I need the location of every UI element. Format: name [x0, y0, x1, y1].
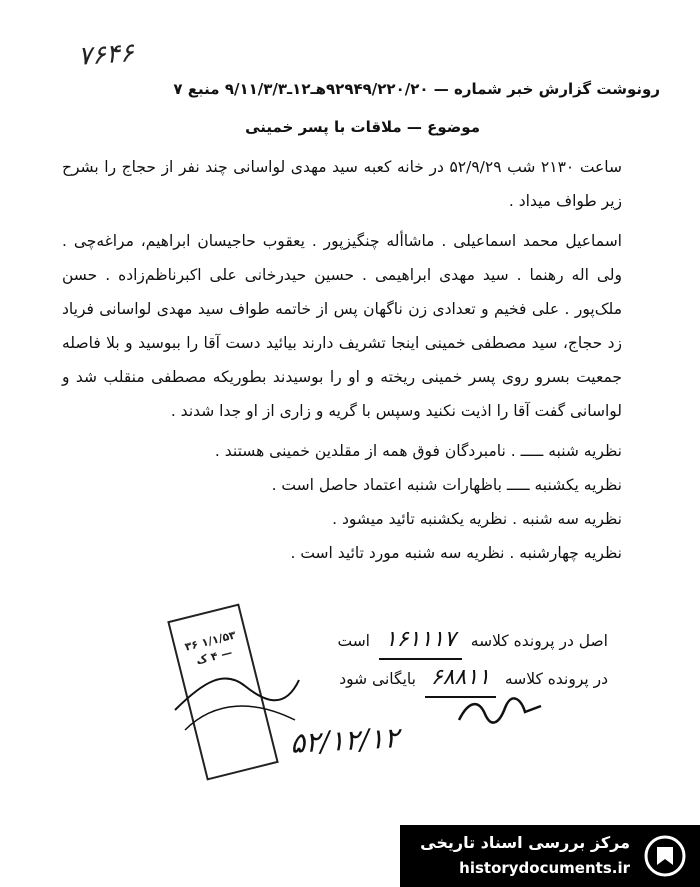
handwritten-date: ۵۲/۱۲/۱۲	[289, 721, 400, 760]
report-body	[62, 150, 622, 570]
paragraph-opinion-tuesday: نظریه سه شنبه . نظریه یکشنبه تائید میشود .	[332, 510, 622, 528]
archive-line1-suffix: است	[337, 632, 370, 650]
signature-scribble	[455, 690, 545, 730]
archive-line1-value: ۱۶۱۱۱۷	[379, 622, 462, 660]
footer-url[interactable]: historydocuments.ir	[459, 859, 630, 877]
archive-logo-icon	[644, 835, 686, 877]
report-header: رونوشت گزارش خبر شماره — ۹۲۹۴۹/۲۲۰/۲۰هـ۱۲ـ۹/۱۱/۳/۳ منبع ۷	[173, 80, 660, 98]
paragraph-main: اسماعیل محمد اسماعیلی . ماشاأله چنگیزپور . یعقوب حاجیسان ابراهیم، مراغه‌چی . ولی اله رهنما . سید مهدی ابراهیمی . حسین حیدرخانی علی اکبرناظم‌زاده . حسن ملک‌پور . علی فخیم و تعدادی زن ناگهان پس از خاتمه طواف سید مهدی لواسانی فریاد زد حجاج، سید مصطفی خمینی اینجا تشریف دارند بیائید دست آقا را ببوسید و بلا فاصله جمعیت بسرو روی پسر خمینی ریخته و او را بوسیدند بطوریکه مصطفی منقلب شد و لواسانی گفت آقا را اذیت نکنید وسپس با گریه و زاری از او جدا شدند .	[62, 232, 622, 420]
watermark-footer	[400, 825, 700, 887]
handwritten-document-number: ۷۶۴۶	[77, 38, 135, 72]
archive-line2-value: ۶۸۸۱۱	[425, 660, 496, 698]
archive-line2-suffix: بایگانی شود	[339, 670, 416, 688]
report-subject: موضوع — ملاقات با پسر خمینی	[245, 118, 480, 136]
stamp-text: ۱/۱/۵۳ ۳۶ — ۴ ک	[183, 628, 238, 668]
paragraph-intro: ساعت ۲۱۳۰ شب ۵۲/۹/۲۹ در خانه کعبه سید مهدی لواسانی چند نفر از حجاج را بشرح زیر طواف میداد .	[62, 158, 623, 210]
paragraph-opinion-sunday: نظریه یکشنبه ـــــ باظهارات شنبه اعتماد حاصل است .	[271, 476, 622, 494]
archive-line1-label: اصل در پرونده کلاسه	[470, 632, 608, 650]
paragraph-opinion-wednesday: نظریه چهارشنبه . نظریه سه شنبه مورد تائید است .	[290, 544, 622, 562]
footer-org-name: مرکز بررسی اسناد تاریخی	[420, 833, 630, 852]
paragraph-opinion-saturday: نظریه شنبه ـــــ . نامبردگان فوق همه از مقلدین خمینی هستند .	[214, 442, 622, 460]
archive-line2-label: در پرونده کلاسه	[504, 670, 608, 688]
pen-strokes	[165, 640, 305, 740]
